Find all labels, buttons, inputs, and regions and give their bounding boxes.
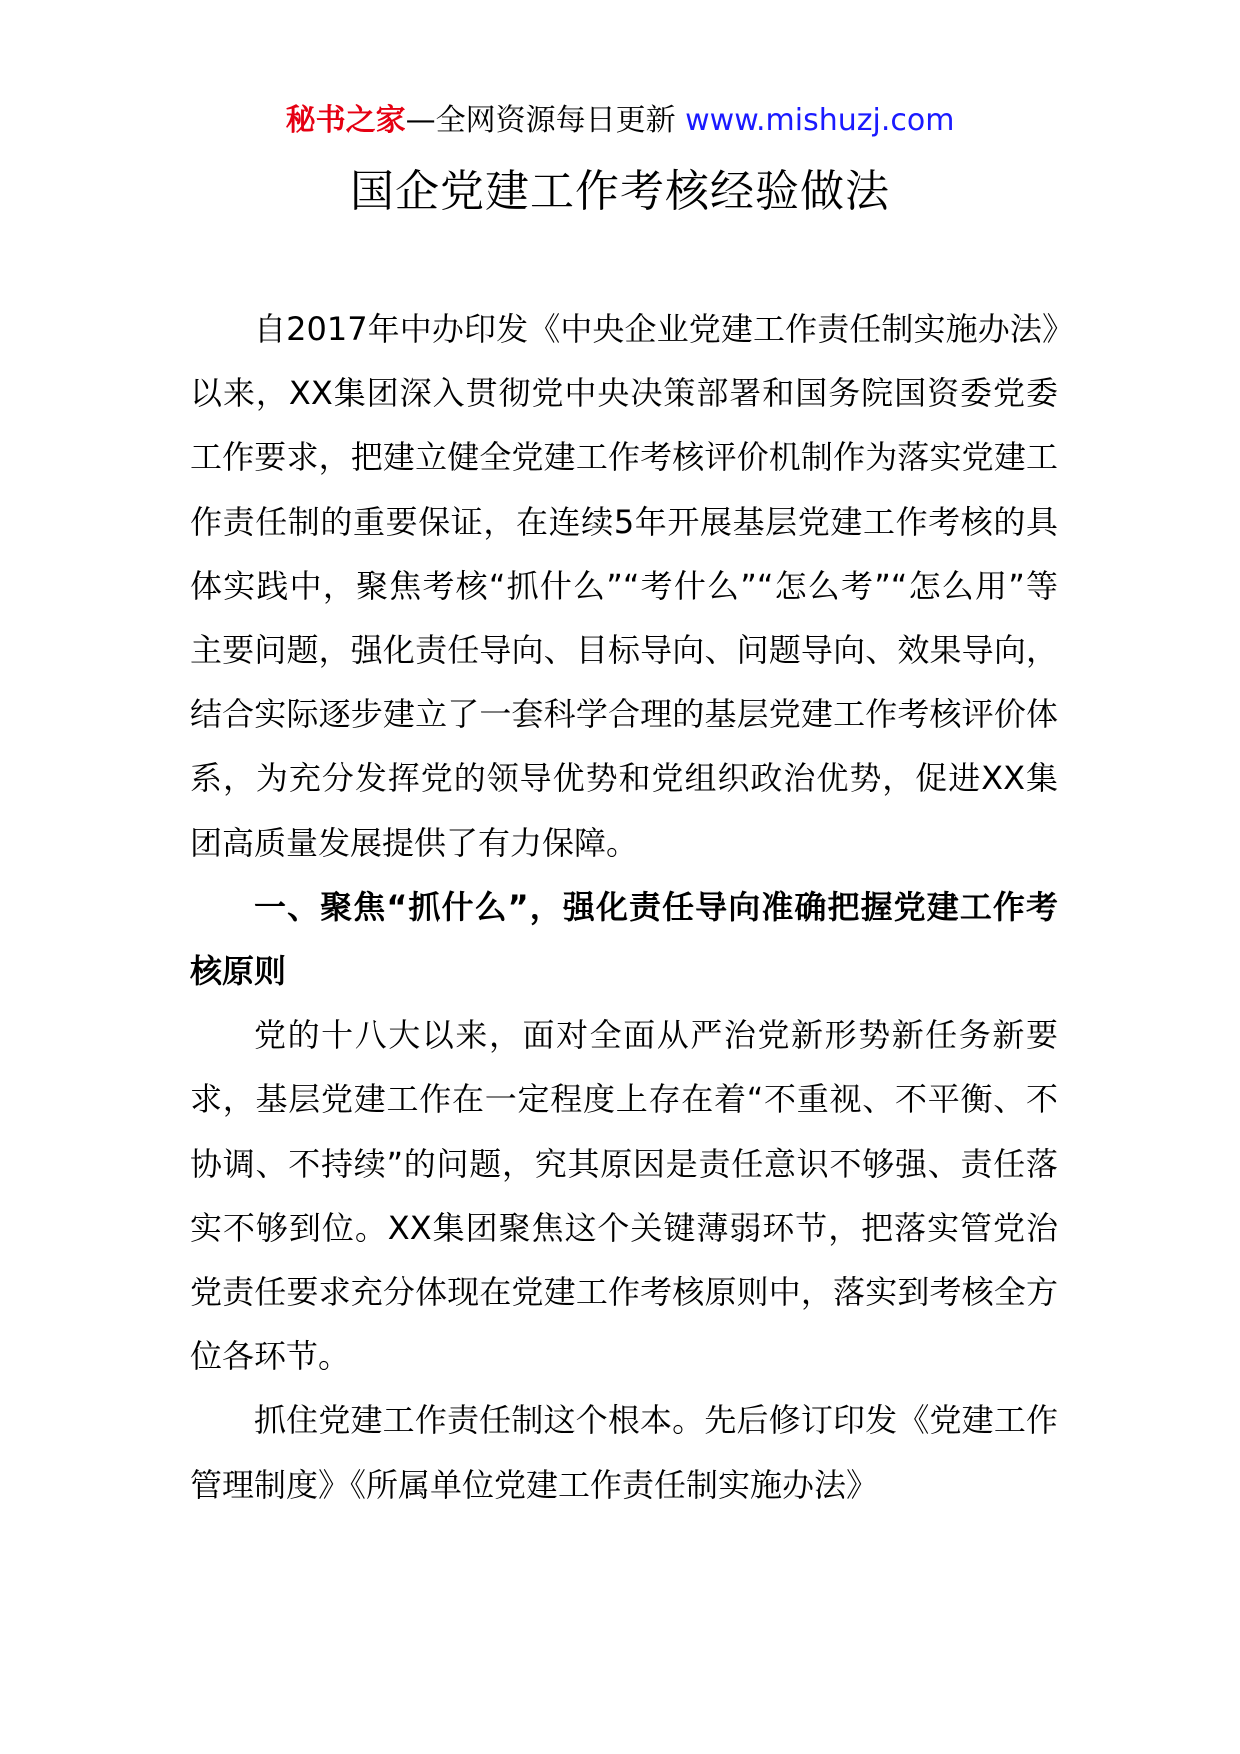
document-title: 国企党建工作考核经验做法 [350,166,890,217]
banner-tagline: —全网资源每日更新 [405,103,676,138]
document-body [190,297,1058,1517]
paragraph-section-1: 党的十八大以来，面对全面从严治党新形势新任务新要求，基层党建工作在一定程度上存在着“不重视、不平衡、不协调、不持续”的问题，究其原因是责任意识不够强、责任落实不够到位。XX集团聚焦这个关键薄弱环节，把落实管党治党责任要求充分体现在党建工作考核原则中，落实到考核全方位各环节。 [190,1016,1058,1376]
brand-name: 秘书之家 [285,103,406,138]
paragraph-responsibility: 抓住党建工作责任制这个根本。先后修订印发《党建工作管理制度》《所属单位党建工作责任制实施办法》 [190,1401,1058,1504]
site-url-link[interactable]: www.mishuzj.com [685,103,955,138]
section-heading-1: 一、聚焦“抓什么”，强化责任导向准确把握党建工作考核原则 [190,887,1058,991]
site-banner [0,100,1240,142]
paragraph-intro: 自2017年中办印发《中央企业党建工作责任制实施办法》以来，XX集团深入贯彻党中央决策部署和国务院国资委党委工作要求，把建立健全党建工作考核评价机制作为落实党建工作责任制的重要保证，在连续5年开展基层党建工作考核的具体实践中，聚焦考核“抓什么”“考什么”“怎么考”“怎么用”等主要问题，强化责任导向、目标导向、问题导向、效果导向，结合实际逐步建立了一套科学合理的基层党建工作考核评价体系，为充分发挥党的领导优势和党组织政治优势，促进XX集团高质量发展提供了有力保障。 [190,310,1058,862]
